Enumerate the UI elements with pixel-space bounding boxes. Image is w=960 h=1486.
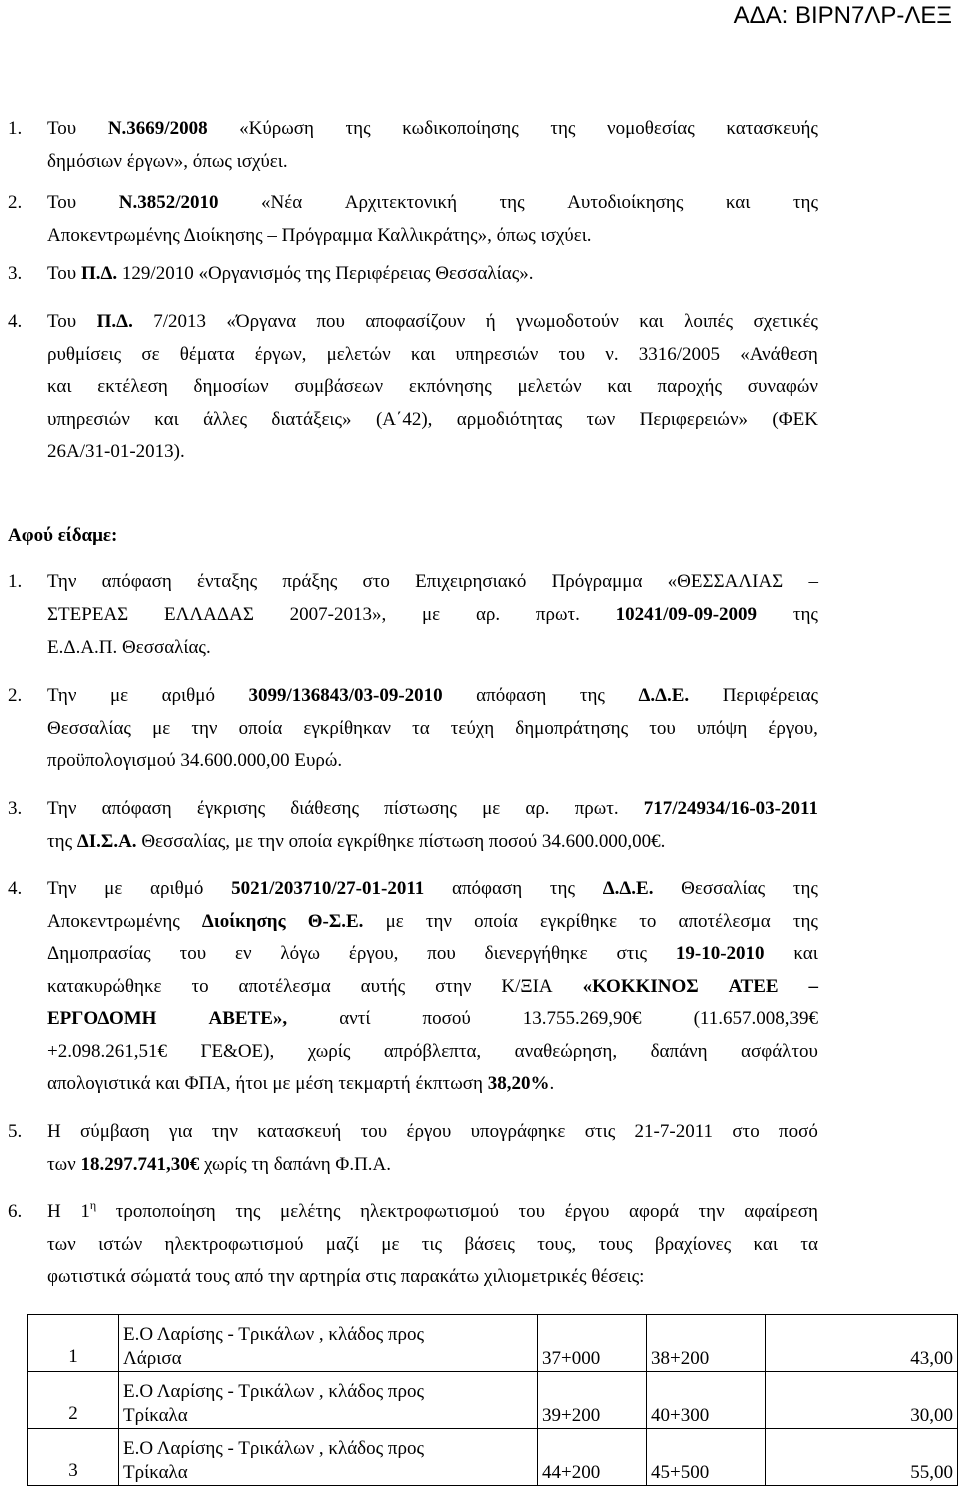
- row-length: 43,00: [766, 1315, 958, 1372]
- seen-item-number: 3.: [8, 798, 23, 819]
- row-length: 55,00: [766, 1429, 958, 1486]
- seen-item-line: Την με αριθμό 5021/203710/27-01-2011 απόφαση της Δ.Δ.Ε. Θεσσαλίας της: [47, 878, 818, 899]
- considering-item-line: Του Π.Δ. 7/2013 «Όργανα που αποφασίζουν ή γνωμοδοτούν και λοιπές σχετικές: [47, 311, 818, 332]
- considering-item-line: δημόσιων έργων», όπως ισχύει.: [47, 151, 288, 172]
- seen-item-line: της ΔΙ.Σ.Α. Θεσσαλίας, με την οποία εγκρίθηκε πίστωση ποσού 34.600.000,00€.: [47, 831, 666, 852]
- row-index: 2: [28, 1372, 119, 1429]
- seen-item-line: Την απόφαση έγκρισης διάθεσης πίστωσης με αρ. πρωτ. 717/24934/16-03-2011: [47, 798, 818, 819]
- seen-item-line: των 18.297.741,30€ χωρίς τη δαπάνη Φ.Π.Α.: [47, 1154, 392, 1175]
- seen-item-number: 6.: [8, 1201, 23, 1222]
- seen-item-line: ΣΤΕΡΕΑΣ ΕΛΛΑΔΑΣ 2007-2013», με αρ. πρωτ. 10241/09-09-2009 της: [47, 604, 818, 625]
- seen-item-line: Η $1^\eta$ τροποποίηση της μελέτης ηλεκτροφωτισμού του έργου αφορά την αφαίρεση: [47, 1198, 818, 1222]
- seen-item-line: ΕΡΓΟΔΟΜΗ ΑΒΕΤΕ», αντί ποσού 13.755.269,90€ (11.657.008,39€: [47, 1008, 818, 1029]
- positions-table: [27, 1314, 958, 1486]
- considering-item-line: 26Α/31-01-2013).: [47, 441, 185, 462]
- considering-item-line: και εκτέλεση δημοσίων συμβάσεων εκπόνησης μελετών και παροχής συναφών: [47, 376, 818, 397]
- considering-item-number: 1.: [8, 118, 23, 139]
- row-description: Ε.Ο Λαρίσης - Τρικάλων , κλάδος προς Λάρισα: [119, 1315, 538, 1372]
- row-index: 3: [28, 1429, 119, 1486]
- seen-item-line: κατακυρώθηκε το αποτέλεσμα αυτής στην Κ/ΞΙΑ «ΚΟΚΚΙΝΟΣ ΑΤΕΕ –: [47, 976, 818, 997]
- seen-item-number: 4.: [8, 878, 23, 899]
- ada-code: ΑΔΑ: ΒΙΡΝ7ΛΡ-ΛΕΞ: [733, 2, 952, 29]
- considering-item-number: 3.: [8, 263, 23, 284]
- seen-item-line: προϋπολογισμού 34.600.000,00 Ευρώ.: [47, 750, 343, 771]
- row-index: 1: [28, 1315, 119, 1372]
- row-start-position: 39+200: [538, 1372, 647, 1429]
- considering-item-line: ρυθμίσεις σε θέματα έργων, μελετών και υπηρεσιών του ν. 3316/2005 «Ανάθεση: [47, 344, 818, 365]
- seen-item-number: 5.: [8, 1121, 23, 1142]
- row-start-position: 44+200: [538, 1429, 647, 1486]
- seen-item-line: +2.098.261,51€ ΓΕ&ΟΕ), χωρίς απρόβλεπτα, αναθεώρηση, δαπάνη ασφάλτου: [47, 1041, 818, 1062]
- row-length: 30,00: [766, 1372, 958, 1429]
- seen-item-line: Θεσσαλίας με την οποία εγκρίθηκαν τα τεύχη δημοπράτησης του υπόψη έργου,: [47, 718, 818, 739]
- seen-item-line: φωτιστικά σώματά τους από την αρτηρία στις παρακάτω χιλιομετρικές θέσεις:: [47, 1266, 645, 1287]
- seen-item-line: Δημοπρασίας του εν λόγω έργου, που διενεργήθηκε στις 19-10-2010 και: [47, 943, 818, 964]
- row-end-position: 45+500: [647, 1429, 766, 1486]
- considering-item-line: υπηρεσιών και άλλες διατάξεις» (Α΄42), αρμοδιότητας των Περιφερειών» (ΦΕΚ: [47, 409, 818, 430]
- seen-item-number: 2.: [8, 685, 23, 706]
- table-row: [28, 1429, 958, 1486]
- considering-item-number: 4.: [8, 311, 23, 332]
- seen-item-line: Αποκεντρωμένης Διοίκησης Θ-Σ.Ε. με την οποία εγκρίθηκε το αποτέλεσμα της: [47, 911, 818, 932]
- considering-item-number: 2.: [8, 192, 23, 213]
- considering-item-line: Του Ν.3852/2010 «Νέα Αρχιτεκτονική της Αυτοδιοίκησης και της: [47, 192, 818, 213]
- section-heading: [8, 524, 117, 548]
- heading-text: Αφού είδαμε:: [8, 525, 118, 546]
- table-row: [28, 1372, 958, 1429]
- seen-item-line: Την απόφαση ένταξης πράξης στο Επιχειρησιακό Πρόγραμμα «ΘΕΣΣΑΛΙΑΣ –: [47, 571, 818, 592]
- row-end-position: 38+200: [647, 1315, 766, 1372]
- seen-item-line: Η σύμβαση για την κατασκευή του έργου υπογράφηκε στις 21-7-2011 στο ποσό: [47, 1121, 818, 1142]
- row-start-position: 37+000: [538, 1315, 647, 1372]
- row-description: Ε.Ο Λαρίσης - Τρικάλων , κλάδος προς Τρίκαλα: [119, 1429, 538, 1486]
- considering-item-line: Του Π.Δ. 129/2010 «Οργανισμός της Περιφέρειας Θεσσαλίας».: [47, 263, 534, 284]
- seen-item-line: Την με αριθμό 3099/136843/03-09-2010 απόφαση της Δ.Δ.Ε. Περιφέρειας: [47, 685, 818, 706]
- considering-item-line: Του Ν.3669/2008 «Κύρωση της κωδικοποίησης της νομοθεσίας κατασκευής: [47, 118, 818, 139]
- considering-item-line: Αποκεντρωμένης Διοίκησης – Πρόγραμμα Καλλικράτης», όπως ισχύει.: [47, 225, 592, 246]
- seen-item-number: 1.: [8, 571, 23, 592]
- seen-item-line: Ε.Δ.Α.Π. Θεσσαλίας.: [47, 637, 211, 658]
- seen-item-line: απολογιστικά και ΦΠΑ, ήτοι με μέση τεκμαρτή έκπτωση 38,20%.: [47, 1073, 555, 1094]
- seen-item-line: των ιστών ηλεκτροφωτισμού μαζί με τις βάσεις τους, τους βραχίονες και τα: [47, 1234, 818, 1255]
- row-end-position: 40+300: [647, 1372, 766, 1429]
- row-description: Ε.Ο Λαρίσης - Τρικάλων , κλάδος προς Τρίκαλα: [119, 1372, 538, 1429]
- table-row: [28, 1315, 958, 1372]
